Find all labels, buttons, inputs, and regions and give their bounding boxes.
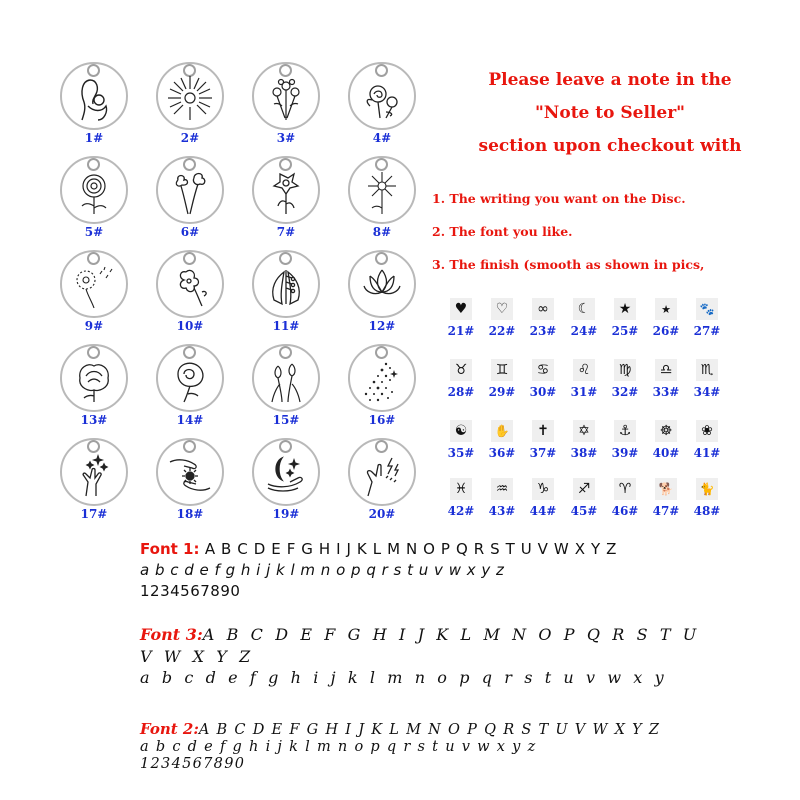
- symbol-number: 33#: [652, 385, 680, 399]
- snowdrop-icon: [260, 354, 312, 406]
- star-icon: ★: [614, 298, 636, 320]
- violet-icon: [164, 260, 216, 312]
- aster-icon: [356, 166, 408, 218]
- sagittarius-icon: ♐: [573, 478, 595, 500]
- disc-number: 8#: [372, 225, 392, 239]
- symbol-number: 41#: [693, 446, 721, 460]
- aquarius-icon: ♒: [491, 478, 513, 500]
- disc-2[interactable]: [154, 60, 226, 152]
- leo-icon: ♌: [573, 359, 595, 381]
- font-2-lowercase: a b c d e f g h i j k l m n o p q r s t u v w x y z: [140, 739, 537, 755]
- hand-lightning-icon: [356, 448, 408, 500]
- disc-number: 2#: [180, 131, 200, 145]
- symbol-number: 32#: [611, 385, 639, 399]
- disc-number: 4#: [372, 131, 392, 145]
- disc-20[interactable]: [346, 436, 418, 528]
- symbol-29[interactable]: [481, 359, 521, 403]
- symbol-number: 42#: [447, 504, 475, 518]
- disc-number: 12#: [368, 319, 396, 333]
- symbol-number: 44#: [529, 504, 557, 518]
- symbol-grid: [440, 298, 730, 523]
- font-3-uppercase-1: A B C D E F G H I J K L M N O P Q R S T U: [202, 625, 700, 644]
- symbol-22[interactable]: [481, 298, 521, 342]
- disc-4[interactable]: [346, 60, 418, 152]
- virgo-icon: ♍: [614, 359, 636, 381]
- libra-icon: ♎: [655, 359, 677, 381]
- heart-solid-icon: ♥: [450, 298, 472, 320]
- symbol-number: 30#: [529, 385, 557, 399]
- disc-number: 14#: [176, 413, 204, 427]
- symbol-number: 47#: [652, 504, 680, 518]
- disc-number: 11#: [272, 319, 300, 333]
- aries-icon: ♈: [614, 478, 636, 500]
- font-1-uppercase: A B C D E F G H I J K L M N O P Q R S T U V W X Y Z: [199, 540, 617, 558]
- disc-12[interactable]: [346, 248, 418, 340]
- disc-number: 10#: [176, 319, 204, 333]
- infinity-icon: ∞: [532, 298, 554, 320]
- symbol-33[interactable]: [645, 359, 685, 403]
- capricorn-icon: ♑: [532, 478, 554, 500]
- symbol-24[interactable]: [563, 298, 603, 342]
- symbol-number: 27#: [693, 324, 721, 338]
- disc-number: 6#: [180, 225, 200, 239]
- peony-icon: [68, 354, 120, 406]
- symbol-number: 29#: [488, 385, 516, 399]
- symbol-number: 43#: [488, 504, 516, 518]
- disc-13[interactable]: [58, 342, 130, 434]
- moon-icon: ☾: [573, 298, 595, 320]
- font-1-sample[interactable]: [140, 538, 617, 602]
- symbol-40[interactable]: [645, 420, 685, 464]
- instruction-line-2: "Note to Seller": [534, 103, 686, 123]
- disc-16[interactable]: [346, 342, 418, 434]
- disc-number: 7#: [276, 225, 296, 239]
- chrysanthemum-icon: [68, 166, 120, 218]
- symbol-number: 36#: [488, 446, 516, 460]
- symbol-39[interactable]: [604, 420, 644, 464]
- symbol-28[interactable]: [440, 359, 480, 403]
- symbol-number: 45#: [570, 504, 598, 518]
- symbol-number: 24#: [570, 324, 598, 338]
- symbol-34[interactable]: [686, 359, 726, 403]
- symbol-48[interactable]: [686, 478, 726, 522]
- disc-3[interactable]: [250, 60, 322, 152]
- water-lily-icon: [356, 260, 408, 312]
- symbol-number: 23#: [529, 324, 557, 338]
- cancer-icon: ♋: [532, 359, 554, 381]
- hamsa-icon: ✋: [491, 420, 513, 442]
- disc-number: 15#: [272, 413, 300, 427]
- symbol-number: 48#: [693, 504, 721, 518]
- disc-15[interactable]: [250, 342, 322, 434]
- font-1-digits: 1234567890: [140, 582, 241, 600]
- symbol-45[interactable]: [563, 478, 603, 522]
- step-font: 2. The font you like.: [432, 224, 573, 239]
- symbol-42[interactable]: [440, 478, 480, 522]
- symbol-number: 28#: [447, 385, 475, 399]
- disc-1[interactable]: [58, 60, 130, 152]
- symbol-35[interactable]: [440, 420, 480, 464]
- symbol-37[interactable]: [522, 420, 562, 464]
- disc-design-grid: [58, 60, 418, 520]
- font-1-lowercase: a b c d e f g h i j k l m n o p q r s t u v w x y z: [140, 561, 505, 579]
- hands-sun-icon: [164, 448, 216, 500]
- poppies-icon: [164, 166, 216, 218]
- hand-moon-icon: [260, 448, 312, 500]
- symbol-number: 21#: [447, 324, 475, 338]
- mother-child-icon: [68, 72, 120, 124]
- disc-number: 13#: [80, 413, 108, 427]
- symbol-44[interactable]: [522, 478, 562, 522]
- symbol-number: 38#: [570, 446, 598, 460]
- gemini-icon: ♊: [491, 359, 513, 381]
- rose-branch-icon: [356, 72, 408, 124]
- disc-8[interactable]: [346, 154, 418, 246]
- symbol-38[interactable]: [563, 420, 603, 464]
- wildflower-bouquet-icon: [260, 72, 312, 124]
- disc-18[interactable]: [154, 436, 226, 528]
- font-3-label: Font 3:: [140, 625, 203, 644]
- cat-icon: 🐈: [696, 478, 718, 500]
- disc-5[interactable]: [58, 154, 130, 246]
- instruction-line-1: Please leave a note in the: [488, 70, 732, 90]
- disc-number: 19#: [272, 507, 300, 521]
- anchor-icon: ⚓: [614, 420, 636, 442]
- symbol-number: 26#: [652, 324, 680, 338]
- font-3-sample[interactable]: [140, 624, 700, 688]
- symbol-23[interactable]: [522, 298, 562, 342]
- disc-number: 5#: [84, 225, 104, 239]
- paw-icon: 🐾: [696, 298, 718, 320]
- step-finish: 3. The finish (smooth as shown in pics,: [432, 257, 705, 272]
- symbol-43[interactable]: [481, 478, 521, 522]
- symbol-number: 40#: [652, 446, 680, 460]
- disc-number: 20#: [368, 507, 396, 521]
- disc-number: 18#: [176, 507, 204, 521]
- sun-rays-icon: [164, 72, 216, 124]
- small-star-icon: ★: [655, 298, 677, 320]
- disc-number: 16#: [368, 413, 396, 427]
- symbol-47[interactable]: [645, 478, 685, 522]
- pisces-icon: ♓: [450, 478, 472, 500]
- disc-number: 1#: [84, 131, 104, 145]
- lily-of-the-valley-icon: [260, 260, 312, 312]
- symbol-30[interactable]: [522, 359, 562, 403]
- disc-number: 17#: [80, 507, 108, 521]
- starry-sky-icon: [356, 354, 408, 406]
- symbol-number: 35#: [447, 446, 475, 460]
- symbol-number: 39#: [611, 446, 639, 460]
- font-3-lowercase: a b c d e f g h i j k l m n o p q r s t u v w x y: [140, 668, 668, 687]
- symbol-32[interactable]: [604, 359, 644, 403]
- disc-17[interactable]: [58, 436, 130, 528]
- dharma-wheel-icon: ☸: [655, 420, 677, 442]
- symbol-41[interactable]: [686, 420, 726, 464]
- symbol-number: 46#: [611, 504, 639, 518]
- symbol-number: 22#: [488, 324, 516, 338]
- dandelion-icon: [68, 260, 120, 312]
- taurus-icon: ♉: [450, 359, 472, 381]
- font-2-uppercase: A B C D E F G H I J K L M N O P Q R S T U V W X Y Z: [198, 722, 661, 738]
- font-3-uppercase-2: V W X Y Z: [140, 647, 254, 666]
- rose-icon: [164, 354, 216, 406]
- symbol-number: 31#: [570, 385, 598, 399]
- font-2-label: Font 2:: [140, 720, 199, 738]
- symbol-21[interactable]: [440, 298, 480, 342]
- disc-11[interactable]: [250, 248, 322, 340]
- symbol-number: 34#: [693, 385, 721, 399]
- disc-9[interactable]: [58, 248, 130, 340]
- font-1-label: Font 1:: [140, 540, 200, 558]
- disc-10[interactable]: [154, 248, 226, 340]
- cross-icon: ✝: [532, 420, 554, 442]
- disc-number: 3#: [276, 131, 296, 145]
- symbol-31[interactable]: [563, 359, 603, 403]
- lotus-icon: ❀: [696, 420, 718, 442]
- symbol-26[interactable]: [645, 298, 685, 342]
- dog-icon: 🐕: [655, 478, 677, 500]
- yin-yang-icon: ☯: [450, 420, 472, 442]
- symbol-25[interactable]: [604, 298, 644, 342]
- star-of-david-icon: ✡: [573, 420, 595, 442]
- symbol-number: 25#: [611, 324, 639, 338]
- disc-6[interactable]: [154, 154, 226, 246]
- symbol-27[interactable]: [686, 298, 726, 342]
- disc-number: 9#: [84, 319, 104, 333]
- scorpio-icon: ♏: [696, 359, 718, 381]
- font-2-digits: 1234567890: [140, 756, 246, 772]
- symbol-number: 37#: [529, 446, 557, 460]
- font-2-sample[interactable]: [140, 720, 660, 773]
- disc-19[interactable]: [250, 436, 322, 528]
- daffodil-icon: [260, 166, 312, 218]
- disc-14[interactable]: [154, 342, 226, 434]
- symbol-46[interactable]: [604, 478, 644, 522]
- symbol-36[interactable]: [481, 420, 521, 464]
- instruction-line-3: section upon checkout with: [478, 136, 742, 156]
- hand-stars-icon: [68, 448, 120, 500]
- disc-7[interactable]: [250, 154, 322, 246]
- heart-outline-icon: ♡: [491, 298, 513, 320]
- step-writing: 1. The writing you want on the Disc.: [432, 191, 686, 206]
